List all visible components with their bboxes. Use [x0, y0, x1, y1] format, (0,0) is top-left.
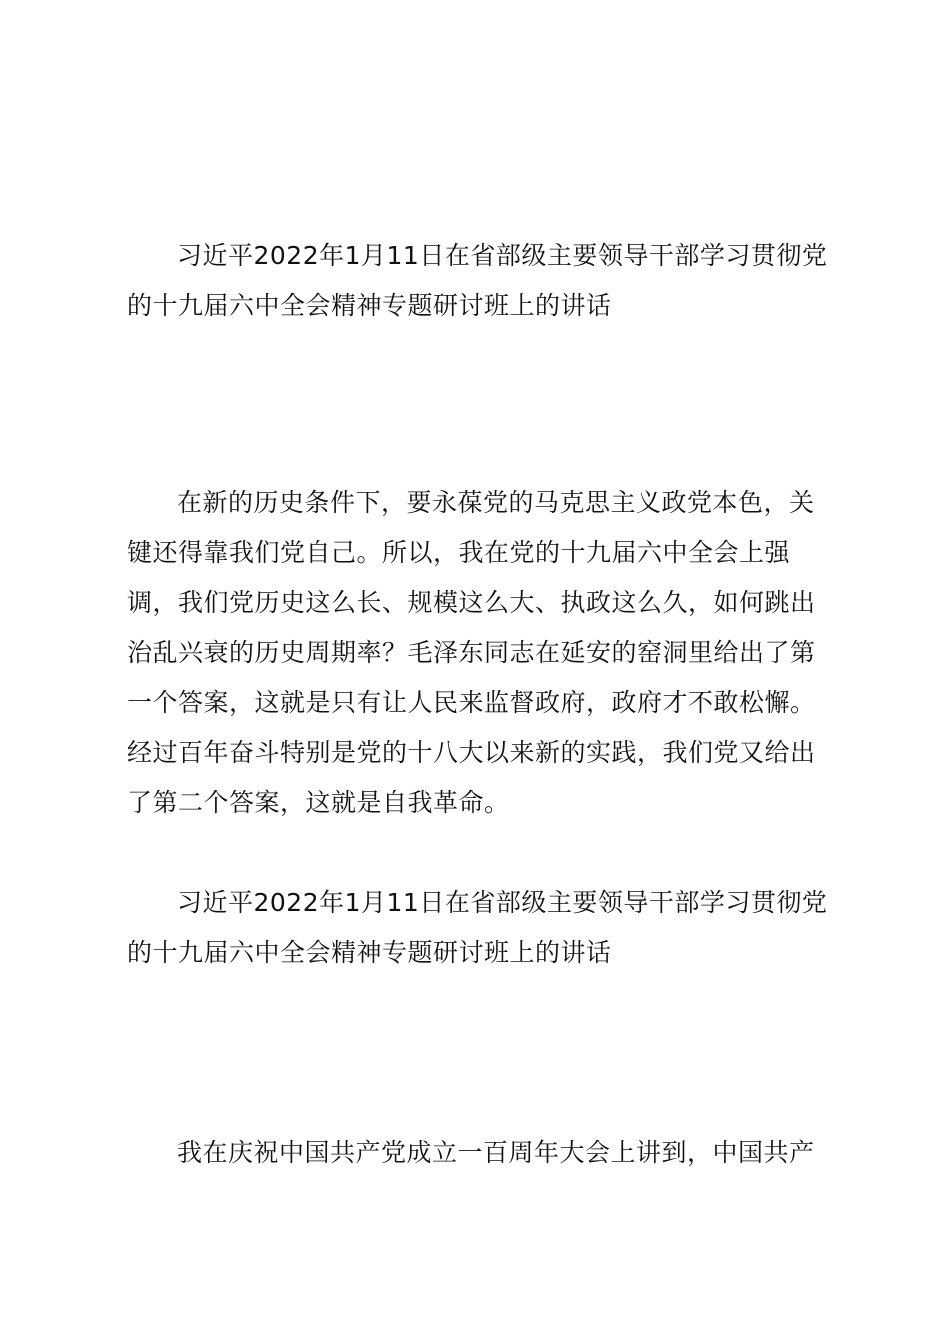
citation-paragraph: 习近平2022年1月11日在省部级主要领导干部学习贯彻党的十九届六中全会精神专题研讨班上的讲话 — [127, 888, 828, 967]
citation-paragraph: 习近平2022年1月11日在省部级主要领导干部学习贯彻党的十九届六中全会精神专题研讨班上的讲话 — [127, 241, 828, 320]
body-paragraph: 我在庆祝中国共产党成立一百周年大会上讲到，中国共产 — [177, 1138, 815, 1167]
body-paragraph: 在新的历史条件下，要永葆党的马克思主义政党本色，关键还得靠我们党自己。所以，我在党的十九届六中全会上强调，我们党历史这么长、规模这么大、执政这么久，如何跳出治乱兴衰的历史周期率？毛泽东同志在延安的窑洞里给出了第一个答案，这就是只有让人民来监督政府，政府才不敢松懈。经过百年奋斗特别是党的十八大以来新的实践，我们党又给出了第二个答案，这就是自我革命。 — [127, 488, 816, 817]
